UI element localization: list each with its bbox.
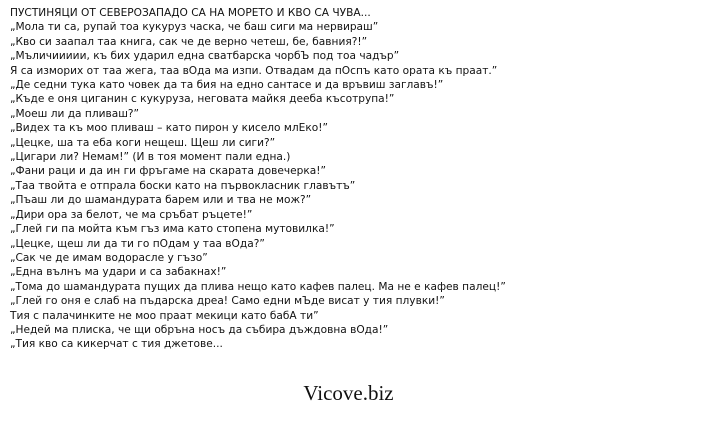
joke-line: „Цецке, щеш ли да ти го пОдам у таа вОда?”	[10, 237, 265, 250]
joke-line: „Фани раци и да ин ги фръгаме на скарата довечерка!”	[10, 165, 327, 178]
joke-line: „Видех та къ моо пливаш – като пирон у кисело млЕко!”	[10, 122, 328, 135]
joke-line: „Тома до шамандурата пущих да плива нещо като кафев палец. Ма не е кафев палец!”	[10, 280, 506, 293]
joke-line: „Таа твойта е отпрала боски като на първокласник главътъ”	[10, 179, 356, 192]
joke-line: „Цецке, ша та еба коги нещеш. Щеш ли сиги?”	[10, 136, 276, 149]
joke-line: „Цигари ли? Немам!” (И в тоя момент пали една.)	[10, 151, 291, 164]
joke-line: „Мъличиииии, къ бих ударил една сватбарска чорбЪ под тоа чадър”	[10, 50, 400, 63]
joke-line: „Глей го оня е слаб на пъдарска дреа! Само едни мЪде висат у тия плувки!”	[10, 295, 445, 308]
joke-line: „Де седни тука като човек да та бия на едно сантасе и да връвиш заглавъ!”	[10, 79, 444, 92]
joke-title: ПУСТИНЯЦИ ОТ СЕВЕРОЗАПАДО СА НА МОРЕТО И КВО СА ЧУВА...	[10, 7, 371, 19]
joke-line: „Сак че де имам водорасле у гъзо”	[10, 251, 208, 264]
joke-line: „Тия кво са кикерчат с тия джетове...	[10, 338, 223, 351]
joke-line: „Къде е оня циганин с кукуруза, неговата майкя дееба късотрупа!”	[10, 93, 395, 106]
site-watermark: Vicove.biz	[303, 381, 394, 405]
joke-text	[10, 6, 700, 352]
joke-line: Тия с палачинките не моо праат мекици като бабА ти”	[10, 309, 319, 322]
joke-line: „Пъаш ли до шамандурата барем или и тва не мож?”	[10, 194, 312, 207]
joke-line: „Недей ма плиска, че щи обръна носъ да събира дъждовна вОда!”	[10, 323, 389, 336]
joke-line: „Дири ора за белот, че ма сръбат ръцете!”	[10, 208, 253, 221]
joke-line: „Кво си заапал таа книга, сак че де верно четеш, бе, бавния?!”	[10, 35, 368, 48]
joke-line: „Мола ти са, рупай тоа кукуруз часка, че баш сиги ма нервираш”	[10, 21, 379, 34]
joke-line: „Една вълнъ ма удари и са забакнах!”	[10, 266, 227, 279]
joke-line: Я са изморих от таа жега, таа вОда ма изпи. Отвадам да пОспъ като ората къ праат.”	[10, 64, 498, 77]
joke-line: „Моеш ли да пливаш?”	[10, 107, 140, 120]
joke-line: „Глей ги па мойта към гъз има като стопена мутовилка!”	[10, 223, 335, 236]
